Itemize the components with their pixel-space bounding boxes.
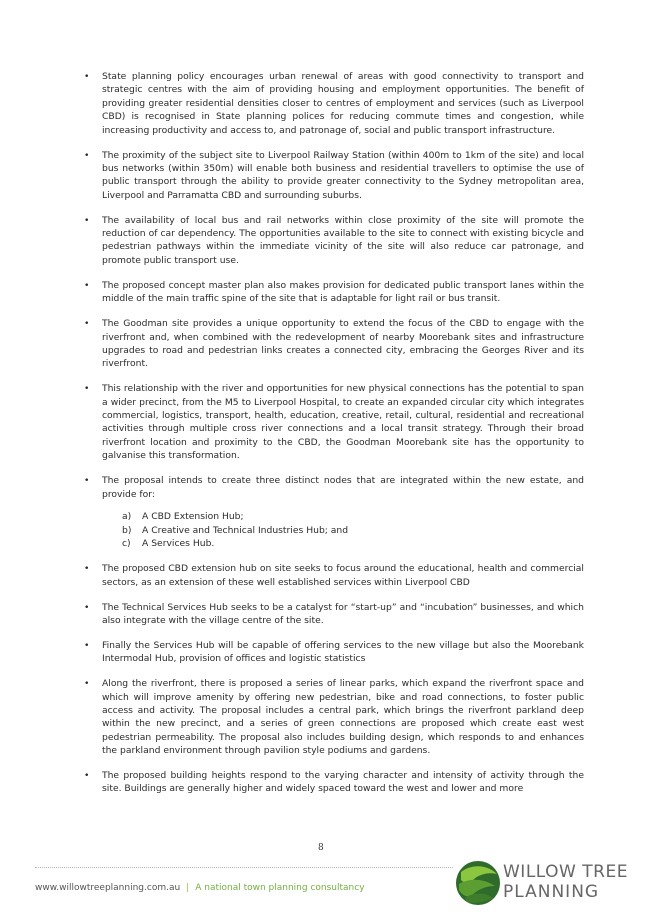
bullet-icon: • bbox=[84, 149, 90, 161]
bullet-text: Along the riverfront, there is proposed a series of linear parks, which expand the riverfront space and which will improve amenity by offering new pedestrian, bike and road connections, to foster public access and activity. The proposal includes a central park, which brings the riverfront parkland deep within the new precinct, and a series of green connections are proposed which create east west pedestrian permeability. The proposal also includes building design, which responds to and enhances the parkland environment through pavilion style podiums and gardens. bbox=[102, 678, 584, 757]
bullet-item bbox=[82, 601, 584, 628]
bullet-icon: • bbox=[84, 383, 90, 395]
bullet-item bbox=[82, 70, 584, 137]
bullet-icon: • bbox=[84, 639, 90, 651]
willow-tree-logo bbox=[455, 858, 628, 908]
bullet-icon: • bbox=[84, 214, 90, 226]
bullet-text: The Goodman site provides a unique opportunity to extend the focus of the CBD to engage with the riverfront and, when combined with the redevelopment of nearby Moorebank sites and infrastructure upgrades to road and pedestrian links creates a connected city, embracing the Georges River and its riverfront. bbox=[102, 318, 584, 370]
sublist-item bbox=[122, 510, 584, 523]
sublist-text: A Creative and Technical Industries Hub; and bbox=[142, 524, 349, 536]
footer-divider bbox=[35, 867, 453, 868]
bullet-text: The proximity of the subject site to Liverpool Railway Station (within 400m to 1km of the site) and local bus networks (within 350m) will enable both business and residential travellers to optimise the use of public transport through the ability to provide greater connectivity to the Sydney metropolitan area, Liverpool and Parramatta CBD and surrounding suburbs. bbox=[102, 149, 584, 201]
hub-sublist bbox=[82, 510, 584, 550]
bullet-text: State planning policy encourages urban renewal of areas with good connectivity to transport and strategic centres with the aim of providing housing and employment opportunities. The benefit of providing greater residential densities closer to centres of employment and services (such as Liverpool CBD) is recognised in State planning polices for reducing commute times and congestion, while increasing productivity and access to, and patronage of, social and public transport infrastructure. bbox=[102, 71, 584, 136]
bullet-icon: • bbox=[84, 770, 90, 782]
footer-separator: | bbox=[186, 883, 190, 893]
bullet-icon: • bbox=[84, 71, 90, 82]
bullet-text: The proposed building heights respond to the varying character and intensity of activity through the site. Buildings are generally higher and widely spaced toward the west and lower and more bbox=[102, 770, 584, 795]
bullet-text: The proposal intends to create three distinct nodes that are integrated within the new estate, and provide for: bbox=[102, 475, 584, 500]
sublist-marker: a) bbox=[122, 511, 132, 523]
logo-text-line2: PLANNING bbox=[503, 882, 600, 902]
footer-website-link[interactable]: www.willowtreeplanning.com.au bbox=[35, 883, 181, 893]
footer-tagline: A national town planning consultancy bbox=[195, 883, 365, 893]
bullet-icon: • bbox=[84, 318, 90, 330]
document-body bbox=[82, 70, 584, 807]
sublist-marker: c) bbox=[122, 538, 131, 550]
bullet-icon: • bbox=[84, 601, 90, 613]
bullet-item bbox=[82, 474, 584, 501]
sublist-text: A Services Hub. bbox=[142, 538, 215, 550]
bullet-item bbox=[82, 562, 584, 589]
page-number: 8 bbox=[318, 843, 324, 853]
sublist-item bbox=[122, 537, 584, 550]
tree-leaf-icon bbox=[455, 858, 501, 908]
bullet-text: The Technical Services Hub seeks to be a catalyst for “start-up” and “incubation” businesses, and which also integrate with the village centre of the site. bbox=[102, 601, 584, 626]
sublist-marker: b) bbox=[122, 524, 132, 536]
bullet-item bbox=[82, 214, 584, 268]
bullet-item bbox=[82, 382, 584, 462]
sublist-item bbox=[122, 524, 584, 537]
bullet-item bbox=[82, 677, 584, 757]
bullet-icon: • bbox=[84, 563, 90, 575]
footer bbox=[35, 883, 365, 893]
sublist-text: A CBD Extension Hub; bbox=[142, 511, 244, 523]
bullet-item bbox=[82, 149, 584, 203]
bullet-icon: • bbox=[84, 279, 90, 291]
bullet-text: Finally the Services Hub will be capable of offering services to the new village but also the Moorebank Intermodal Hub, provision of offices and logistic statistics bbox=[102, 639, 584, 665]
bullet-item bbox=[82, 279, 584, 306]
bullet-item bbox=[82, 639, 584, 666]
logo-text-line1: WILLOW TREE bbox=[503, 862, 628, 882]
bullet-item bbox=[82, 317, 584, 371]
bullet-icon: • bbox=[84, 475, 90, 487]
bullet-text: The proposed concept master plan also makes provision for dedicated public transport lanes within the middle of the main traffic spine of the site that is adaptable for light rail or bus transit. bbox=[102, 279, 584, 305]
bullet-icon: • bbox=[84, 678, 90, 690]
bullet-item bbox=[82, 769, 584, 796]
bullet-text: This relationship with the river and opportunities for new physical connections has the potential to span a wider precinct, from the M5 to Liverpool Hospital, to create an expanded circular city which integrates commercial, logistics, transport, health, education, creative, retail, cultural, residential and recreational activities through multiple cross river connections and a local transit strategy. Through their broad riverfront location and proximity to the CBD, the Goodman Moorebank site has the opportunity to galvanise this transformation. bbox=[102, 383, 584, 462]
bullet-text: The availability of local bus and rail networks within close proximity of the site will promote the reduction of car dependency. The opportunities available to the site to connect with existing bicycle and pedestrian pathways within the immediate vicinity of the site will also reduce car patronage, and promote public transport use. bbox=[102, 214, 584, 266]
bullet-text: The proposed CBD extension hub on site seeks to focus around the educational, health and commercial sectors, as an extension of these well established services within Liverpool CBD bbox=[102, 563, 584, 588]
